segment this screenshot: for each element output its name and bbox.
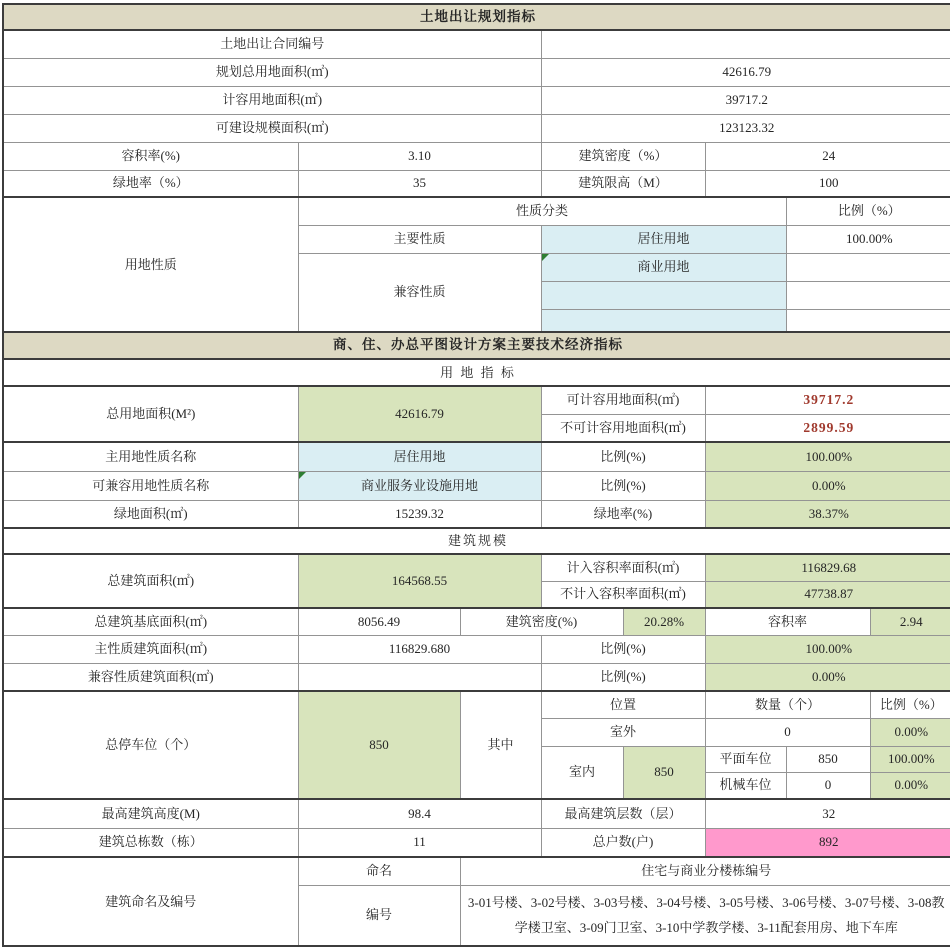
- value-outdoor-parking-ratio[interactable]: [870, 718, 950, 746]
- cell-text: 比例(%): [600, 448, 646, 464]
- value-main-nature-building-ratio[interactable]: [705, 635, 950, 663]
- cell-text: 用地性质: [124, 256, 177, 272]
- cell-text: 比例(%): [600, 668, 646, 684]
- value-total-building-area[interactable]: [298, 554, 541, 608]
- indicator-table: [2, 3, 950, 947]
- value-main-land-use-name[interactable]: [298, 442, 541, 471]
- cell-text: 11: [413, 834, 426, 850]
- value-green-rate[interactable]: [705, 500, 950, 528]
- cell-text: 绿地率（%）: [112, 175, 189, 191]
- cell-text: 164568.55: [391, 573, 448, 589]
- cell-text: 总建筑基底面积(㎡): [94, 613, 208, 629]
- cell-text: 15239.32: [395, 505, 444, 521]
- cell-text: 主用地性质名称: [105, 448, 197, 464]
- cell-text: 建筑密度(%): [505, 613, 578, 629]
- cell-text: 居住用地: [393, 448, 446, 464]
- table-row: [3, 4, 950, 30]
- label-main-land-use-name[interactable]: [3, 442, 298, 471]
- cell-text: 可兼容用地性质名称: [92, 477, 210, 493]
- label-total-land-area[interactable]: [3, 386, 298, 442]
- value-planned-total-land-area[interactable]: [541, 58, 950, 86]
- label-indoor-parking[interactable]: [541, 746, 623, 799]
- cell-text: 不可计容用地面积(㎡): [560, 419, 686, 435]
- section-header-land-grant[interactable]: [3, 4, 950, 30]
- cell-text: 规划总用地面积(㎡): [215, 64, 329, 80]
- label-plot-ratio-2[interactable]: [705, 608, 870, 635]
- label-main-nature-building-area[interactable]: [3, 635, 298, 663]
- value-compatible-proportion-2[interactable]: [786, 281, 950, 309]
- label-height-limit[interactable]: [541, 170, 705, 197]
- label-compatible-nature[interactable]: [298, 253, 541, 332]
- label-proportion[interactable]: [786, 197, 950, 225]
- subsection-header-building-scale[interactable]: [3, 528, 950, 554]
- cell-text: 命名: [365, 863, 392, 879]
- value-height-limit[interactable]: [705, 170, 950, 197]
- comment-marker-icon: [299, 472, 306, 479]
- label-compatible-land-use-ratio[interactable]: [541, 471, 705, 500]
- label-total-households[interactable]: [541, 828, 705, 857]
- label-main-land-use-ratio[interactable]: [541, 442, 705, 471]
- cell-text: 42616.79: [395, 406, 444, 422]
- label-planned-total-land-area[interactable]: [3, 58, 541, 86]
- value-naming[interactable]: [460, 857, 950, 885]
- label-outdoor-parking[interactable]: [541, 718, 705, 746]
- cell-text: 35: [413, 175, 426, 191]
- table-row: [3, 691, 950, 718]
- cell-text: 0.00%: [894, 777, 929, 793]
- value-compatible-building-ratio[interactable]: [705, 663, 950, 691]
- value-green-area[interactable]: [298, 500, 541, 528]
- cell-text: 商业服务业设施用地: [360, 477, 478, 493]
- label-land-use-nature[interactable]: [3, 197, 298, 332]
- value-mechanical-parking[interactable]: [786, 772, 870, 799]
- cell-text: 100: [819, 175, 839, 191]
- table-row: [3, 86, 950, 114]
- value-main-nature-proportion[interactable]: [786, 225, 950, 253]
- cell-text: 性质分类: [515, 203, 568, 219]
- value-main-land-use-ratio[interactable]: [705, 442, 950, 471]
- table-row: [3, 528, 950, 554]
- cell-text: 平面车位: [719, 751, 772, 767]
- cell-text: 24: [822, 148, 836, 164]
- label-green-area[interactable]: [3, 500, 298, 528]
- cell-text: 计容用地面积(㎡): [222, 92, 323, 108]
- cell-text: 位置: [609, 696, 636, 712]
- cell-text: 38.37%: [808, 505, 849, 521]
- cell-text: 总停车位（个）: [105, 737, 197, 753]
- label-far-counted-area[interactable]: [541, 554, 705, 581]
- value-far-counted-area[interactable]: [705, 554, 950, 581]
- cell-text: 32: [822, 805, 836, 821]
- value-plot-ratio-2[interactable]: [870, 608, 950, 635]
- cell-text: 商业用地: [637, 259, 690, 275]
- cell-text: 用 地 指 标: [440, 364, 516, 380]
- section-header-tech-econ[interactable]: [3, 332, 950, 359]
- cell-text: 850: [818, 751, 838, 767]
- cell-text: 100.00%: [845, 231, 893, 247]
- table-row: [3, 442, 950, 471]
- table-row: [3, 471, 950, 500]
- label-building-density[interactable]: [541, 142, 705, 170]
- cell-text: 比例（%）: [879, 696, 943, 712]
- countable-land-area-value[interactable]: [705, 386, 950, 414]
- value-building-footprint-area[interactable]: [298, 608, 460, 635]
- table-row: [3, 30, 950, 58]
- table-row: [3, 828, 950, 857]
- cell-text: 兼容性质: [393, 284, 446, 300]
- cell-text: 0.00%: [811, 477, 846, 493]
- table-row: [3, 663, 950, 691]
- cell-text: 850: [369, 737, 389, 753]
- cell-text: 100.00%: [887, 751, 935, 767]
- label-contract-number[interactable]: [3, 30, 541, 58]
- value-compatible-building-area[interactable]: [298, 663, 541, 691]
- cell-text: 土地出让合同编号: [220, 36, 325, 52]
- table-row: [3, 608, 950, 635]
- value-main-nature[interactable]: [541, 225, 786, 253]
- value-buildable-scale-area[interactable]: [541, 114, 950, 142]
- cell-text: 850: [654, 764, 674, 780]
- cell-text: 最高建筑层数（层）: [564, 805, 682, 821]
- label-numbering[interactable]: [298, 885, 460, 946]
- cell-text: 建筑总栋数（栋）: [98, 834, 203, 850]
- label-green-ratio[interactable]: [3, 170, 298, 197]
- value-compatible-proportion-3[interactable]: [786, 309, 950, 332]
- cell-text: 商、住、办总平图设计方案主要技术经济指标: [333, 337, 623, 353]
- cell-text: 3-01号楼、3-02号楼、3-03号楼、3-04号楼、3-05号楼、3-06号楼、3-07号楼、3-08教学楼卫室、3-09门卫室、3-10中学教学楼、3-11配套用房、地下车库: [467, 894, 945, 936]
- label-compatible-land-use-name[interactable]: [3, 471, 298, 500]
- table-row: [3, 554, 950, 581]
- label-main-nature-building-ratio[interactable]: [541, 635, 705, 663]
- cell-text: 0.00%: [894, 724, 929, 740]
- cell-text: 0: [824, 777, 832, 793]
- cell-text: 居住用地: [637, 231, 690, 247]
- subsection-header-land-use[interactable]: [3, 359, 950, 386]
- label-of-which[interactable]: [460, 691, 541, 799]
- cell-text: 绿地面积(㎡): [113, 505, 188, 521]
- cell-text: 39717.2: [725, 92, 768, 108]
- cell-text: 2899.59: [803, 419, 855, 435]
- cell-text: 可计容用地面积(㎡): [566, 392, 680, 408]
- cell-text: 39717.2: [803, 392, 855, 408]
- table-row: [3, 799, 950, 828]
- value-green-ratio[interactable]: [298, 170, 541, 197]
- value-compatible-land-use-name[interactable]: [298, 471, 541, 500]
- table-row: [3, 857, 950, 885]
- cell-text: 编号: [365, 907, 392, 923]
- label-countable-land-area[interactable]: [3, 86, 541, 114]
- cell-text: 116829.680: [388, 641, 451, 657]
- cell-text: 比例（%）: [837, 203, 901, 219]
- table-row: [3, 142, 950, 170]
- cell-text: 8056.49: [357, 613, 401, 629]
- cell-text: 建筑密度（%）: [578, 148, 668, 164]
- label-total-parking[interactable]: [3, 691, 298, 799]
- label-compatible-building-ratio[interactable]: [541, 663, 705, 691]
- table-row: [3, 197, 950, 225]
- cell-text: 不计入容积率面积(㎡): [560, 586, 686, 602]
- cell-text: 建筑限高（M）: [578, 175, 668, 191]
- label-countable-land-area-2[interactable]: [541, 386, 705, 414]
- comment-marker-icon: [542, 254, 549, 261]
- label-building-density-2[interactable]: [460, 608, 623, 635]
- label-compatible-building-area[interactable]: [3, 663, 298, 691]
- value-contract-number[interactable]: [541, 30, 950, 58]
- table-row: [3, 170, 950, 197]
- cell-text: 比例(%): [600, 641, 646, 657]
- table-row: [3, 500, 950, 528]
- cell-text: 892: [819, 834, 839, 850]
- table-row: [3, 114, 950, 142]
- cell-text: 室外: [609, 724, 636, 740]
- value-max-building-floors[interactable]: [705, 799, 950, 828]
- value-numbering[interactable]: [460, 885, 950, 946]
- label-nature-classification[interactable]: [298, 197, 786, 225]
- value-building-density-2[interactable]: [623, 608, 705, 635]
- cell-text: 123123.32: [719, 120, 775, 136]
- cell-text: 其中: [487, 737, 514, 753]
- label-max-building-floors[interactable]: [541, 799, 705, 828]
- table-row: [3, 386, 950, 414]
- cell-text: 绿地率(%): [593, 505, 653, 521]
- value-countable-land-area[interactable]: [541, 86, 950, 114]
- label-non-countable-land-area[interactable]: [541, 414, 705, 442]
- cell-text: 100.00%: [805, 448, 853, 464]
- label-flat-parking[interactable]: [705, 746, 786, 772]
- label-parking-ratio[interactable]: [870, 691, 950, 718]
- table-row: [3, 58, 950, 86]
- value-mechanical-parking-ratio[interactable]: [870, 772, 950, 799]
- cell-text: 容积率(%): [121, 148, 180, 164]
- value-compatible-nature-1[interactable]: [541, 253, 786, 281]
- cell-text: 116829.68: [801, 559, 857, 575]
- cell-text: 47738.87: [804, 586, 854, 602]
- value-far-uncounted-area[interactable]: [705, 581, 950, 608]
- label-building-naming[interactable]: [3, 857, 298, 946]
- cell-text: 总户数(户): [592, 834, 654, 850]
- value-compatible-proportion-1[interactable]: [786, 253, 950, 281]
- label-plot-ratio[interactable]: [3, 142, 298, 170]
- value-main-nature-building-area[interactable]: [298, 635, 541, 663]
- table-row: [3, 635, 950, 663]
- cell-text: 土地出让规划指标: [420, 8, 536, 24]
- cell-text: 建筑命名及编号: [105, 893, 197, 909]
- cell-text: 容积率: [767, 613, 807, 629]
- cell-text: 98.4: [408, 805, 431, 821]
- cell-text: 3.10: [408, 148, 431, 164]
- value-total-buildings[interactable]: [298, 828, 541, 857]
- cell-text: 比例(%): [600, 477, 646, 493]
- value-outdoor-parking[interactable]: [705, 718, 870, 746]
- value-compatible-land-use-ratio[interactable]: [705, 471, 950, 500]
- value-indoor-parking[interactable]: [623, 746, 705, 799]
- cell-text: 室内: [568, 764, 595, 780]
- table-row: [3, 359, 950, 386]
- value-max-building-height[interactable]: [298, 799, 541, 828]
- cell-text: 主性质建筑面积(㎡): [94, 641, 208, 657]
- non-countable-land-area-value[interactable]: [705, 414, 950, 442]
- value-compatible-nature-2[interactable]: [541, 281, 786, 309]
- value-building-density[interactable]: [705, 142, 950, 170]
- cell-text: 数量（个）: [754, 696, 820, 712]
- label-main-nature[interactable]: [298, 225, 541, 253]
- value-flat-parking[interactable]: [786, 746, 870, 772]
- total-households-value[interactable]: [705, 828, 950, 857]
- cell-text: 20.28%: [643, 613, 685, 629]
- cell-text: 0: [784, 724, 791, 740]
- cell-text: 建筑规模: [447, 533, 508, 549]
- label-green-rate[interactable]: [541, 500, 705, 528]
- value-total-parking[interactable]: [298, 691, 460, 799]
- label-parking-location[interactable]: [541, 691, 705, 718]
- value-flat-parking-ratio[interactable]: [870, 746, 950, 772]
- cell-text: 机械车位: [719, 777, 772, 793]
- cell-text: 主要性质: [393, 231, 446, 247]
- cell-text: 总建筑面积(㎡): [107, 573, 195, 589]
- table-row: [3, 332, 950, 359]
- value-plot-ratio[interactable]: [298, 142, 541, 170]
- label-buildable-scale-area[interactable]: [3, 114, 541, 142]
- label-far-uncounted-area[interactable]: [541, 581, 705, 608]
- cell-text: 2.94: [899, 613, 923, 629]
- label-naming[interactable]: [298, 857, 460, 885]
- cell-text: 42616.79: [722, 64, 772, 80]
- label-parking-quantity[interactable]: [705, 691, 870, 718]
- cell-text: 住宅与商业分楼栋编号: [641, 863, 772, 879]
- label-max-building-height[interactable]: [3, 799, 298, 828]
- value-compatible-nature-3[interactable]: [541, 309, 786, 332]
- cell-text: 兼容性质建筑面积(㎡): [87, 668, 214, 684]
- table-body: [3, 4, 950, 946]
- label-total-buildings[interactable]: [3, 828, 298, 857]
- cell-text: 总用地面积(M²): [106, 406, 196, 422]
- label-building-footprint-area[interactable]: [3, 608, 298, 635]
- value-total-land-area[interactable]: [298, 386, 541, 442]
- cell-text: 100.00%: [805, 641, 853, 657]
- cell-text: 计入容积率面积(㎡): [566, 559, 680, 575]
- cell-text: 最高建筑高度(M): [101, 805, 200, 821]
- cell-text: 可建设规模面积(㎡): [215, 120, 329, 136]
- cell-text: 0.00%: [811, 668, 846, 684]
- label-total-building-area[interactable]: [3, 554, 298, 608]
- label-mechanical-parking[interactable]: [705, 772, 786, 799]
